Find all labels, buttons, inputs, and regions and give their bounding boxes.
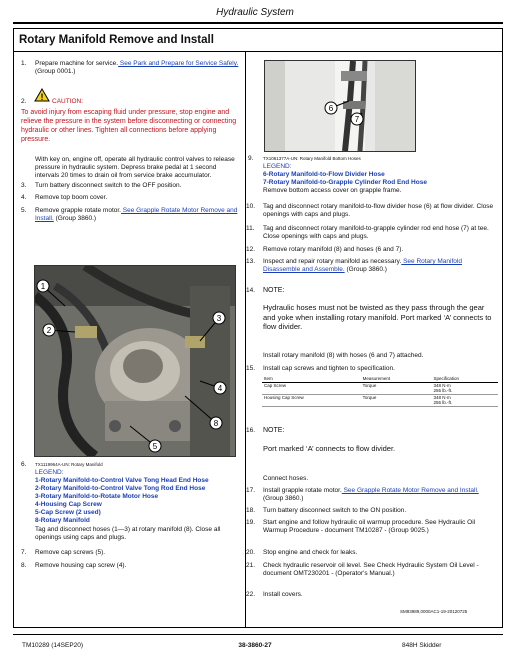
legend-item: 8-Rotary Manifold <box>35 517 90 524</box>
svg-text:4: 4 <box>217 384 223 393</box>
step-number: 15. <box>246 365 256 372</box>
step-5: Remove grapple rotate motor. See Grapple Rotate Motor Remove and Install. (Group 3860.) <box>35 207 238 222</box>
table-row: Housing Cap Screw Torque 348 N·m 255 lb.-ft. <box>262 394 498 406</box>
svg-text:7: 7 <box>354 115 360 124</box>
step-15: Install cap screws and tighten to specification. <box>263 365 395 372</box>
footer-manual-id: TM10289 (14SEP20) <box>22 642 84 649</box>
svg-text:2: 2 <box>46 326 52 335</box>
step-number: 2. <box>21 98 27 105</box>
footer-model: 848H Skidder <box>402 642 442 649</box>
legend-item: 5-Cap Screw (2 used) <box>35 509 101 516</box>
legend-list-left <box>35 477 240 525</box>
photo-caption-left: TX1119964A-UN: Rotary Manifold <box>35 462 103 467</box>
step-number: 22. <box>246 591 256 598</box>
step-14: Install rotary manifold (8) with hoses (6 and 7) attached. <box>263 352 424 359</box>
step-number: 19. <box>246 519 256 526</box>
manifold-bottom-hoses-photo <box>264 60 416 152</box>
svg-text:8: 8 <box>213 419 219 428</box>
step-number: 4. <box>21 194 27 201</box>
step-18: Turn battery disconnect switch to the ON position. <box>263 507 407 514</box>
photo-caption-right: TX1061377A-UN: Rotary Manifold Bottom Hoses <box>263 156 361 161</box>
step-8: Remove housing cap screw (4). <box>35 562 127 569</box>
step-number: 6. <box>21 461 27 468</box>
step-17: Install grapple rotate motor. See Grapple Rotate Motor Remove and Install. (Group 3860.) <box>263 487 479 502</box>
legend-item: 2-Rotary Manifold-to-Control Valve Tong Rod End Hose <box>35 485 206 492</box>
step-number: 3. <box>21 182 27 189</box>
header-rule <box>13 22 503 24</box>
step-number: 14. <box>246 287 256 294</box>
step-9: Remove bottom access cover on grapple frame. <box>263 187 402 194</box>
svg-text:!: ! <box>40 92 44 102</box>
legend-title: LEGEND: <box>263 163 292 170</box>
callout-label: 1 <box>40 282 46 291</box>
note-label: NOTE: <box>263 287 285 294</box>
step-number: 20. <box>246 549 256 556</box>
step-21: Check hydraulic reservoir oil level. See Check Hydraulic System Oil Level - document OMT230201 - (Operator's Manual.) <box>263 562 479 577</box>
step-number: 7. <box>21 549 27 556</box>
step-22: Install covers. <box>263 591 303 598</box>
step-number: 21. <box>246 562 256 569</box>
legend-item: 4-Housing Cap Screw <box>35 501 102 508</box>
caution-text: To avoid injury from escaping fluid under pressure, stop engine and relieve the pressure in the system before disconnecting or connecting hydraulic or other lines. Tighten all connections before applying pressure. <box>21 109 237 143</box>
step-number: 13. <box>246 258 256 265</box>
table-row: Cap Screw Torque 348 N·m 255 lb.-ft. <box>262 382 498 394</box>
torque-spec-table <box>262 376 498 407</box>
svg-text:5: 5 <box>152 442 158 451</box>
step-number: 10. <box>246 203 256 210</box>
step-number: 11. <box>246 225 255 232</box>
link-grapple-rotate-motor-install[interactable]: See Grapple Rotate Motor Remove and Install. <box>341 487 479 494</box>
footer-rule <box>13 634 503 635</box>
step-number: 9. <box>248 155 254 162</box>
step-20: Stop engine and check for leaks. <box>263 549 358 556</box>
pressure-note: With key on, engine off, operate all hydraulic control valves to release pressure in hydraulic system. Depress brake pedal at 1 second intervals 20 times to drain oil from service brake accumulator. <box>35 156 235 179</box>
step-19: Start engine and follow hydraulic oil warmup procedure. See Hydraulic Oil Warmup Procedure - document TM10287 - (Group 9025.) <box>263 519 476 534</box>
step-1: Prepare machine for service. See Park and Prepare for Service Safely. (Group 0001.) <box>35 60 239 75</box>
svg-text:6: 6 <box>328 104 334 113</box>
column-divider <box>245 51 246 628</box>
step-number: 1. <box>21 60 27 67</box>
step-6: Tag and disconnect hoses (1—3) at rotary manifold (8). Close all openings using caps and plugs. <box>35 526 221 541</box>
legend-item: 7-Rotary Manifold-to-Grapple Cylinder Rod End Hose <box>263 179 427 186</box>
note-label: NOTE: <box>263 427 285 434</box>
legend-item: 3-Rotary Manifold-to-Rotate Motor Hose <box>35 493 159 500</box>
legend-item: 1-Rotary Manifold-to-Control Valve Tong Head End Hose <box>35 477 209 484</box>
link-park-prepare[interactable]: See Park and Prepare for Service Safely. <box>118 60 239 67</box>
legend-item: 6-Rotary Manifold-to-Flow Divider Hose <box>263 171 385 178</box>
footer-page-number: 38-3860-27 <box>238 642 272 649</box>
step-number: 18. <box>246 507 256 514</box>
step-number: 17. <box>246 487 256 494</box>
table-header: Specification <box>433 376 460 381</box>
section-header: Hydraulic System <box>216 7 294 18</box>
step-3: Turn battery disconnect switch to the OFF position. <box>35 182 182 189</box>
callouts-right <box>265 61 415 151</box>
note-twisted-hoses: Hydraulic hoses must not be twisted as they pass through the gear and yoke when installing rotary manifold. Port marked ‘A’ connects to flow divider. <box>263 303 492 331</box>
caution-label: CAUTION: <box>52 98 84 105</box>
step-number: 8. <box>21 562 27 569</box>
step-12: Remove rotary manifold (8) and hoses (6 and 7). <box>263 246 404 253</box>
rotary-manifold-photo <box>34 265 236 457</box>
step-10: Tag and disconnect rotary manifold-to-flow divider hose (6) at flow divider. Close openings with caps and plugs. <box>263 203 494 218</box>
page-title: Rotary Manifold Remove and Install <box>19 34 214 46</box>
document-code: SM93989,0000AC1-19-20120725 <box>400 609 468 614</box>
callouts-left <box>35 266 235 456</box>
step-16: Connect hoses. <box>263 475 309 482</box>
step-11: Tag and disconnect rotary manifold-to-grapple cylinder rod end hose (7) at tee. Close openings with caps and plugs. <box>263 225 489 240</box>
svg-text:3: 3 <box>216 314 222 323</box>
table-header: Measurement <box>362 376 391 381</box>
link-manifold-disassemble[interactable]: See Rotary Manifold Disassemble and Assemble. <box>263 258 462 273</box>
step-4: Remove top boom cover. <box>35 194 108 201</box>
step-7: Remove cap screws (5). <box>35 549 106 556</box>
step-number: 16. <box>246 427 256 434</box>
table-header: Item <box>264 376 273 381</box>
title-rule <box>13 51 503 52</box>
legend-title: LEGEND: <box>35 469 64 476</box>
note-port-a: Port marked ‘A’ connects to flow divider. <box>263 444 396 453</box>
step-13: Inspect and repair rotary manifold as necessary. See Rotary Manifold Disassemble and Assemble. (Group 3860.) <box>263 258 462 273</box>
step-number: 5. <box>21 207 27 214</box>
step-number: 12. <box>246 246 256 253</box>
caution-icon <box>34 88 50 102</box>
link-grapple-rotate-motor[interactable]: See Grapple Rotate Motor Remove and Install. <box>35 207 238 222</box>
